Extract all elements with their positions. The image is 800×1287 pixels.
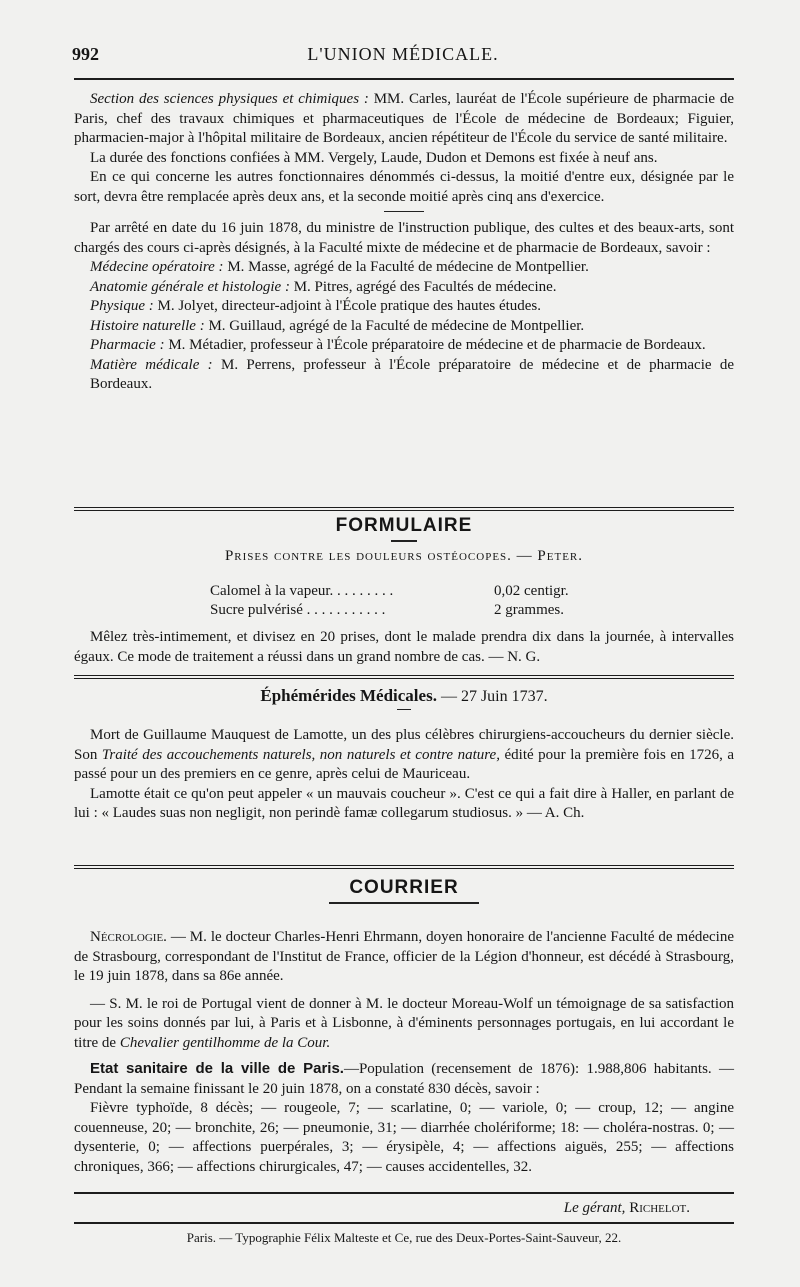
closing-rule <box>74 1192 734 1194</box>
recipe-row <box>210 601 569 620</box>
necrologie-lead: Nécrologie. <box>90 929 167 945</box>
course-text: M. Masse, agrégé de la Faculté de médecine de Montpellier. <box>223 259 589 275</box>
deaths-paragraph: Fièvre typhoïde, 8 décès; — rougeole, 7; — scarlatine, 0; — variole, 0; — croup, 12; — angine couenneuse, 20; — bronchite, 26; — pneumonie, 31; — diarrhée cholériforme; 18: — choléra-nostras. 0; — dysenterie, 0; — affections puerpérales, 3; — érysipèle, 4; — affections aiguës, 255; — affections chroniques, 366; — affections chirurgicales, 47; — causes accidentelles, 32. <box>74 1100 734 1175</box>
course-item <box>74 278 734 298</box>
course-subject: Médecine opératoire : <box>90 259 224 275</box>
portugal-paragraph <box>74 995 734 1054</box>
text-run: —Population (recensement de 1876): 1.988,806 habitants. — Pendant la semaine finissant le 20 juin 1878, on a constaté 830 décès, savoir : <box>74 1061 734 1097</box>
necrologie-paragraph <box>74 928 734 987</box>
text-run: — M. le docteur Charles-Henri Ehrmann, doyen honoraire de l'ancienne Faculté de médecine de Strasbourg, correspondant de l'Institut de France, officier de la Légion d'honneur, est décédé à Strasbourg, le 19 juin 1878, dans sa 86e année. <box>74 929 734 984</box>
recipe-row <box>210 582 569 601</box>
signature-label: Le gérant, <box>563 1200 626 1216</box>
ephemerides-heading-block <box>74 686 734 710</box>
course-item <box>74 336 734 356</box>
recipe-item: Calomel à la vapeur. . . . . . . . . <box>210 583 394 599</box>
heading-rule <box>397 709 411 710</box>
course-item <box>74 356 734 395</box>
paragraph-duree: La durée des fonctions confiées à MM. Vergely, Laude, Dudon et Demons est fixée à neuf ans. <box>90 149 658 166</box>
course-item <box>74 297 734 317</box>
etat-sanitaire-lead: Etat sanitaire de la ville de Paris. <box>90 1060 344 1077</box>
course-subject: Histoire naturelle : <box>90 317 205 334</box>
course-subject: Anatomie générale et histologie : <box>90 278 290 295</box>
journal-title: L'UNION MÉDICALE. <box>307 44 499 64</box>
heading-rule <box>329 902 479 904</box>
section-lead: Section des sciences physiques et chimiques : <box>90 91 369 107</box>
separator-rule <box>384 211 424 212</box>
recipe-qty: 2 grammes. <box>494 602 564 618</box>
paragraph-fonctionnaires: En ce qui concerne les autres fonctionnaires dénommés ci-dessus, la moitié d'entre eux, désignée par le sort, devra être remplacée après deux ans, et la seconde moitié après cinq ans d'exercice. <box>74 169 734 205</box>
article-body <box>74 90 734 395</box>
heading-rule <box>391 540 417 542</box>
formulaire-section <box>74 515 734 565</box>
course-text: M. Pitres, agrégé des Facultés de médecine. <box>289 278 557 295</box>
recipe-qty: 0,02 centigr. <box>494 583 569 599</box>
page-header <box>72 44 734 70</box>
course-text: M. Métadier, professeur à l'École préparatoire de médecine et de pharmacie de Bordeaux. <box>164 337 706 353</box>
course-item <box>74 258 734 278</box>
ephemerides-paragraph <box>74 726 734 785</box>
header-rule <box>74 78 734 80</box>
course-text: M. Guillaud, agrégé de la Faculté de médecine de Montpellier. <box>204 317 585 334</box>
course-subject: Physique : <box>90 298 154 314</box>
section-rule <box>74 507 734 511</box>
course-text: M. Perrens, professeur à l'École préparatoire de médecine et de pharmacie de Bordeaux. <box>90 356 735 392</box>
paragraph-section-sciences <box>74 90 734 149</box>
page-number: 992 <box>72 44 99 64</box>
etat-sanitaire-paragraph <box>74 1059 734 1099</box>
course-list <box>74 258 734 395</box>
courrier-body <box>74 928 734 1177</box>
formulaire-heading: FORMULAIRE <box>335 515 473 536</box>
book-title: Traité des accouchements naturels, non naturels et contre nature, <box>101 746 500 763</box>
section-text: MM. Carles, lauréat de l'École supérieure de pharmacie de Paris, chef des travaux chimiques et pharmaceutiques de l'École de médecine de Bordeaux; Figuier, pharmacien-major à l'hôpital militaire de Bordeaux, ancien répétiteur de l'École du service de santé militaire. <box>74 91 735 146</box>
text-run: Mort de Guillaume Mauquest de Lamotte, un des plus célèbres chirurgiens-accoucheurs du dernier siècle. Son <box>74 727 734 763</box>
ephemerides-date: — 27 Juin 1737. <box>436 688 548 705</box>
formulaire-instructions: Mêlez très-intimement, et divisez en 20 prises, dont le malade prendra dix dans la journée, à intervalles égaux. Ce mode de traitement a réussi dans un grand nombre de cas. — N. G. <box>74 629 734 665</box>
course-text: M. Jolyet, directeur-adjoint à l'École pratique des hautes études. <box>153 298 542 314</box>
signature <box>564 1200 690 1217</box>
text-run: édité pour la première fois en 1726, a passé pour un des premiers en ce genre, après celui de Mauriceau. <box>74 746 735 782</box>
course-item <box>74 317 734 337</box>
honor-title: Chevalier gentilhomme de la Cour. <box>119 1034 331 1051</box>
formulaire-subheading: Prises contre les douleurs ostéocopes. — Peter. <box>224 548 584 564</box>
courrier-section <box>74 877 734 904</box>
course-subject: Pharmacie : <box>90 337 165 353</box>
ephemerides-paragraph: Lamotte était ce qu'on peut appeler « un mauvais coucheur ». C'est ce qui a fait dire à Haller, en parlant de lui : « Laudes suas non negligit, non perindè famæ collegarum studiosus. » — A. Ch. <box>74 785 734 821</box>
course-subject: Matière médicale : <box>90 356 213 373</box>
ephemerides-heading: Éphémérides Médicales. <box>260 686 437 705</box>
formulaire-body <box>74 628 734 667</box>
section-rule <box>74 675 734 679</box>
recipe-list <box>210 582 569 620</box>
footer-rule <box>74 1222 734 1224</box>
courrier-heading: COURRIER <box>349 877 459 898</box>
section-rule <box>74 865 734 869</box>
text-run: — S. M. le roi de Portugal vient de donner à M. le docteur Moreau-Wolf un témoignage de sa satisfaction pour les soins donnés par lui, à Paris et à Lisbonne, à d'éminents personnages portugais, en lui accordant le titre de <box>74 995 734 1051</box>
paragraph-arrete: Par arrêté en date du 16 juin 1878, du ministre de l'instruction publique, des cultes et des beaux-arts, sont chargés des cours ci-après désignés, à la Faculté mixte de médecine et de pharmacie de Bordeaux, savoir : <box>74 220 734 256</box>
recipe-item: Sucre pulvérisé . . . . . . . . . . . <box>210 602 386 618</box>
ephemerides-body <box>74 726 734 824</box>
printer-footer: Paris. — Typographie Félix Malteste et Ce, rue des Deux-Portes-Saint-Sauveur, 22. <box>186 1230 622 1245</box>
signature-name: Richelot. <box>629 1200 690 1216</box>
